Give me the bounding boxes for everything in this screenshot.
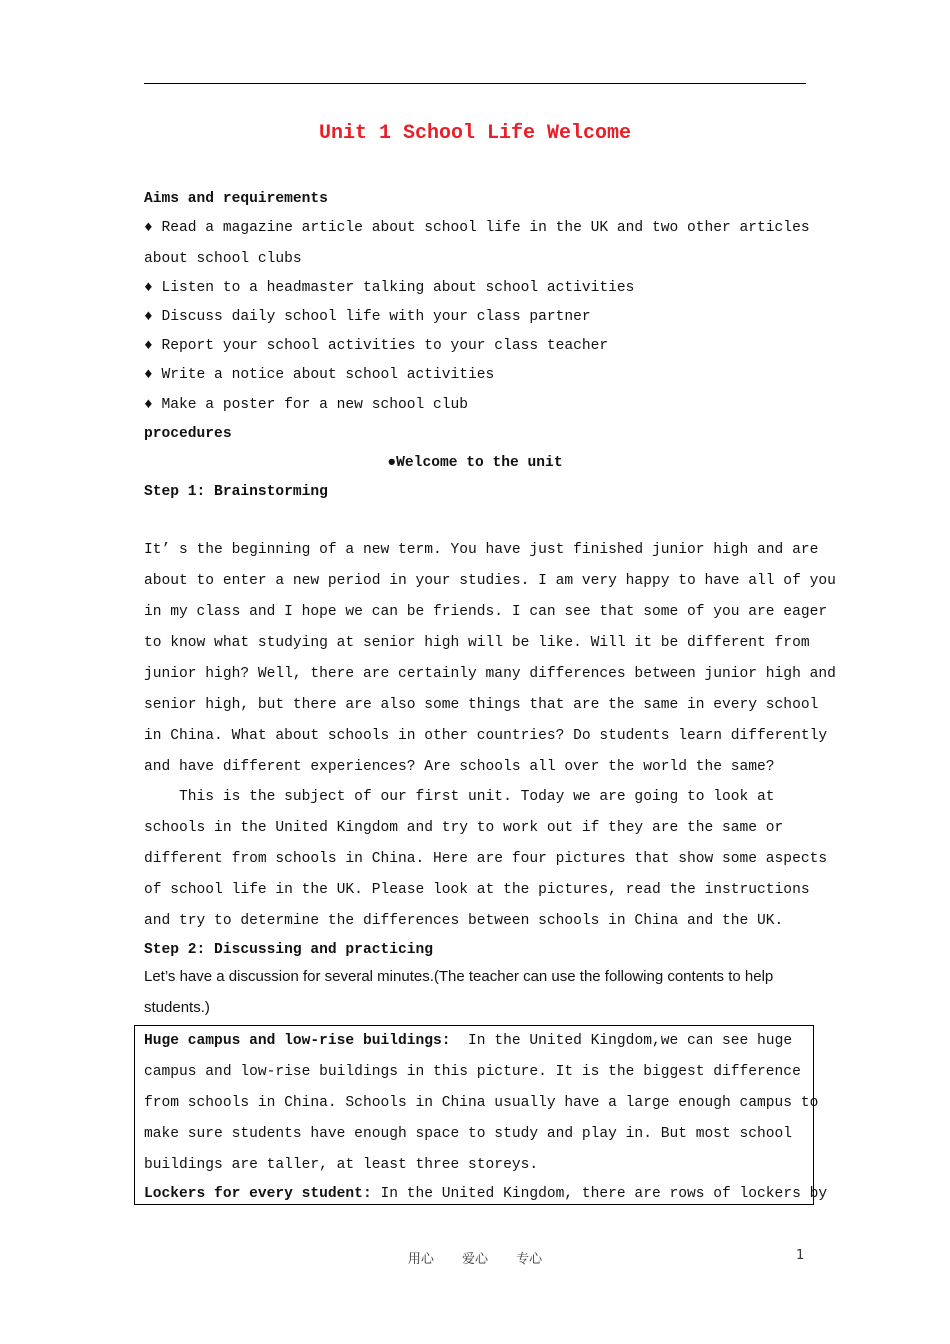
step2-heading: Step 2: Discussing and practicing: [144, 942, 434, 958]
paragraph-line: to know what studying at senior high will be like. Will it be different from: [144, 635, 810, 651]
box-line: [144, 1031, 792, 1051]
page-title: Unit 1 School Life Welcome: [318, 122, 632, 145]
box-line: make sure students have enough space to study and play in. But most school: [144, 1126, 793, 1142]
aims-heading: Aims and requirements: [144, 191, 328, 207]
box-line: [144, 1184, 827, 1204]
discussion-line: students.): [144, 999, 210, 1016]
aim-item: about school clubs: [144, 251, 302, 267]
box-line: campus and low-rise buildings in this picture. It is the biggest difference: [144, 1064, 801, 1080]
paragraph-line: and have different experiences? Are schools all over the world the same?: [144, 759, 775, 775]
paragraph-line: junior high? Well, there are certainly many differences between junior high and: [144, 666, 836, 682]
welcome-heading: ●Welcome to the unit: [387, 455, 563, 471]
box-text: In the United Kingdom,we can see huge: [450, 1033, 793, 1049]
paragraph-line: in my class and I hope we can be friends. I can see that some of you are eager: [144, 604, 828, 620]
aim-item: ♦ Write a notice about school activities: [144, 367, 495, 383]
content-box: [134, 1025, 814, 1205]
footer-word: 专心: [516, 1252, 543, 1267]
box-term: Huge campus and low-rise buildings:: [144, 1033, 451, 1049]
footer: [0, 1248, 950, 1267]
box-line: from schools in China. Schools in China usually have a large enough campus to: [144, 1095, 819, 1111]
paragraph-line: about to enter a new period in your studies. I am very happy to have all of you: [144, 573, 836, 589]
box-line: buildings are taller, at least three storeys.: [144, 1157, 539, 1173]
header-rule: [144, 83, 806, 84]
paragraph-line: of school life in the UK. Please look at the pictures, read the instructions: [144, 882, 810, 898]
procedures-heading: procedures: [144, 426, 232, 442]
paragraph-line: schools in the United Kingdom and try to work out if they are the same or: [144, 820, 784, 836]
paragraph-line: and try to determine the differences between schools in China and the UK.: [144, 913, 784, 929]
aim-item: ♦ Make a poster for a new school club: [144, 397, 469, 413]
box-term: Lockers for every student:: [144, 1186, 372, 1202]
step1-heading: Step 1: Brainstorming: [144, 484, 328, 500]
page-number: 1: [796, 1248, 805, 1263]
paragraph-line: This is the subject of our first unit. Today we are going to look at: [144, 789, 775, 805]
footer-word: 用心: [407, 1252, 434, 1267]
paragraph-line: It’ s the beginning of a new term. You have just finished junior high and are: [144, 542, 819, 558]
paragraph-line: in China. What about schools in other countries? Do students learn differently: [144, 728, 828, 744]
footer-word: 爱心: [461, 1252, 488, 1267]
box-text: In the United Kingdom, there are rows of lockers by: [371, 1186, 828, 1202]
aim-item: ♦ Discuss daily school life with your class partner: [144, 309, 591, 325]
aim-item: ♦ Read a magazine article about school life in the UK and two other articles: [144, 220, 810, 236]
aim-item: ♦ Listen to a headmaster talking about school activities: [144, 280, 635, 296]
paragraph-line: different from schools in China. Here are four pictures that show some aspects: [144, 851, 828, 867]
discussion-line: Let’s have a discussion for several minutes.(The teacher can use the following contents to help: [144, 968, 774, 985]
paragraph-line: senior high, but there are also some things that are the same in every school: [144, 697, 819, 713]
aim-item: ♦ Report your school activities to your class teacher: [144, 338, 609, 354]
